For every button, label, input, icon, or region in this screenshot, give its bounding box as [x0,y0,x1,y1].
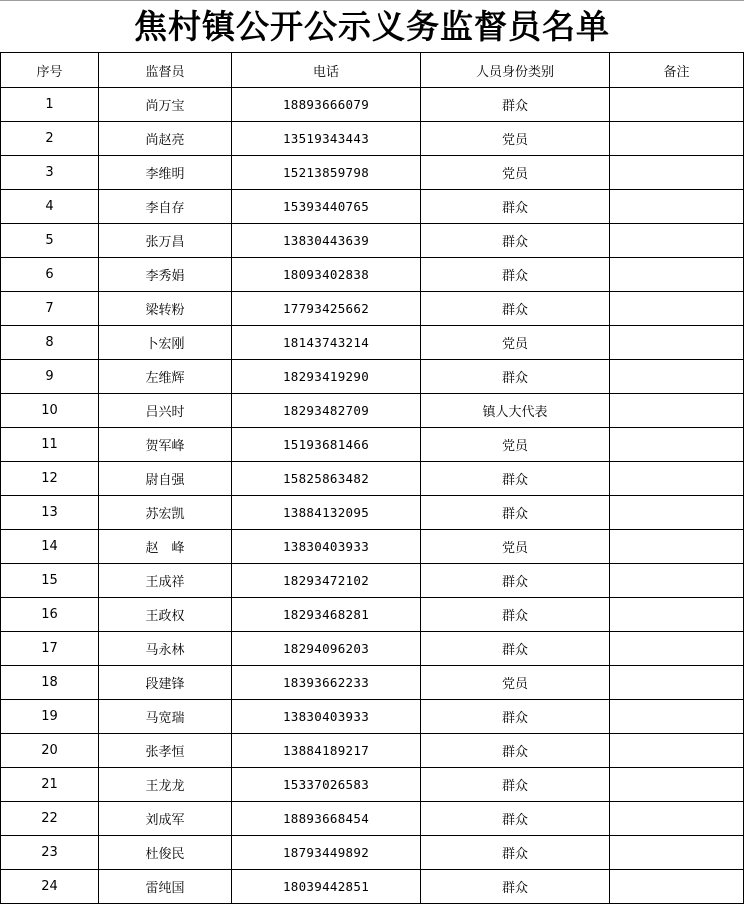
cell-type: 群众 [421,462,610,496]
cell-note [610,632,744,666]
cell-no: 7 [1,292,99,326]
table-row [1,666,744,700]
cell-name: 杜俊民 [99,836,232,870]
cell-type: 党员 [421,122,610,156]
cell-no: 18 [1,666,99,700]
cell-note [610,88,744,122]
table-row [1,394,744,428]
cell-name: 梁转粉 [99,292,232,326]
cell-name: 尚赵亮 [99,122,232,156]
cell-name: 王成祥 [99,564,232,598]
cell-note [610,870,744,904]
cell-type: 党员 [421,156,610,190]
cell-phone: 15393440765 [232,190,421,224]
cell-phone: 18039442851 [232,870,421,904]
table-row [1,88,744,122]
cell-note [610,428,744,462]
cell-note [610,564,744,598]
cell-type: 群众 [421,224,610,258]
cell-note [610,258,744,292]
table-row [1,802,744,836]
cell-type: 群众 [421,190,610,224]
cell-phone: 18093402838 [232,258,421,292]
table-row [1,768,744,802]
table-row [1,836,744,870]
cell-note [610,462,744,496]
cell-no: 9 [1,360,99,394]
cell-type: 党员 [421,530,610,564]
cell-note [610,598,744,632]
cell-note [610,224,744,258]
cell-type: 镇人大代表 [421,394,610,428]
cell-type: 群众 [421,802,610,836]
cell-phone: 13519343443 [232,122,421,156]
cell-no: 12 [1,462,99,496]
cell-name: 刘成军 [99,802,232,836]
cell-phone: 18393662233 [232,666,421,700]
cell-type: 群众 [421,768,610,802]
cell-no: 5 [1,224,99,258]
table-row [1,156,744,190]
table-row [1,598,744,632]
cell-type: 群众 [421,258,610,292]
cell-name: 赵 峰 [99,530,232,564]
table-row [1,292,744,326]
cell-no: 8 [1,326,99,360]
cell-phone: 13884132095 [232,496,421,530]
cell-phone: 17793425662 [232,292,421,326]
cell-phone: 15193681466 [232,428,421,462]
cell-phone: 18293482709 [232,394,421,428]
cell-name: 苏宏凯 [99,496,232,530]
cell-type: 群众 [421,836,610,870]
table-row [1,326,744,360]
cell-note [610,530,744,564]
cell-type: 群众 [421,632,610,666]
cell-type: 党员 [421,326,610,360]
cell-phone: 15337026583 [232,768,421,802]
cell-phone: 13884189217 [232,734,421,768]
cell-note [610,734,744,768]
table-row [1,122,744,156]
cell-phone: 18143743214 [232,326,421,360]
cell-name: 马宽瑞 [99,700,232,734]
cell-note [610,496,744,530]
cell-name: 尚万宝 [99,88,232,122]
cell-no: 14 [1,530,99,564]
cell-no: 10 [1,394,99,428]
cell-type: 群众 [421,598,610,632]
table-row [1,496,744,530]
cell-type: 党员 [421,428,610,462]
cell-type: 党员 [421,666,610,700]
cell-note [610,360,744,394]
cell-type: 群众 [421,564,610,598]
cell-type: 群众 [421,496,610,530]
cell-phone: 18793449892 [232,836,421,870]
cell-type: 群众 [421,734,610,768]
cell-type: 群众 [421,292,610,326]
cell-name: 王政权 [99,598,232,632]
table-row [1,360,744,394]
table-header-row [1,53,744,88]
cell-phone: 18293468281 [232,598,421,632]
cell-no: 1 [1,88,99,122]
cell-no: 15 [1,564,99,598]
cell-note [610,190,744,224]
table-row [1,258,744,292]
cell-name: 李秀娟 [99,258,232,292]
table-row [1,734,744,768]
cell-name: 李自存 [99,190,232,224]
cell-phone: 13830443639 [232,224,421,258]
cell-name: 马永林 [99,632,232,666]
cell-name: 王龙龙 [99,768,232,802]
header-note: 备注 [610,53,744,88]
cell-note [610,768,744,802]
cell-phone: 18294096203 [232,632,421,666]
cell-no: 11 [1,428,99,462]
cell-note [610,156,744,190]
table-row [1,632,744,666]
cell-phone: 18893668454 [232,802,421,836]
supervisor-table [0,52,744,904]
cell-name: 卜宏刚 [99,326,232,360]
table-row [1,190,744,224]
cell-no: 13 [1,496,99,530]
cell-no: 4 [1,190,99,224]
cell-phone: 13830403933 [232,700,421,734]
cell-name: 左维辉 [99,360,232,394]
cell-no: 16 [1,598,99,632]
cell-name: 段建锋 [99,666,232,700]
cell-type: 群众 [421,360,610,394]
cell-note [610,394,744,428]
cell-phone: 15825863482 [232,462,421,496]
cell-name: 张万昌 [99,224,232,258]
cell-name: 张孝恒 [99,734,232,768]
table-row [1,428,744,462]
cell-phone: 18293472102 [232,564,421,598]
cell-no: 24 [1,870,99,904]
table-row [1,700,744,734]
cell-no: 2 [1,122,99,156]
cell-no: 19 [1,700,99,734]
header-phone: 电话 [232,53,421,88]
header-name: 监督员 [99,53,232,88]
cell-type: 群众 [421,870,610,904]
header-type: 人员身份类别 [421,53,610,88]
cell-phone: 18893666079 [232,88,421,122]
cell-note [610,700,744,734]
cell-name: 吕兴时 [99,394,232,428]
cell-name: 雷纯国 [99,870,232,904]
cell-no: 20 [1,734,99,768]
cell-note [610,326,744,360]
cell-note [610,802,744,836]
cell-phone: 15213859798 [232,156,421,190]
cell-name: 贺军峰 [99,428,232,462]
cell-note [610,836,744,870]
cell-name: 尉自强 [99,462,232,496]
table-row [1,224,744,258]
cell-no: 21 [1,768,99,802]
cell-name: 李维明 [99,156,232,190]
table-row [1,564,744,598]
cell-note [610,292,744,326]
cell-no: 22 [1,802,99,836]
document-title: 焦村镇公开公示义务监督员名单 [0,0,744,52]
cell-phone: 18293419290 [232,360,421,394]
cell-note [610,122,744,156]
cell-no: 3 [1,156,99,190]
cell-no: 23 [1,836,99,870]
cell-type: 群众 [421,700,610,734]
table-body [1,88,744,904]
cell-no: 6 [1,258,99,292]
header-no: 序号 [1,53,99,88]
cell-phone: 13830403933 [232,530,421,564]
table-row [1,530,744,564]
table-row [1,870,744,904]
cell-note [610,666,744,700]
cell-no: 17 [1,632,99,666]
table-row [1,462,744,496]
cell-type: 群众 [421,88,610,122]
